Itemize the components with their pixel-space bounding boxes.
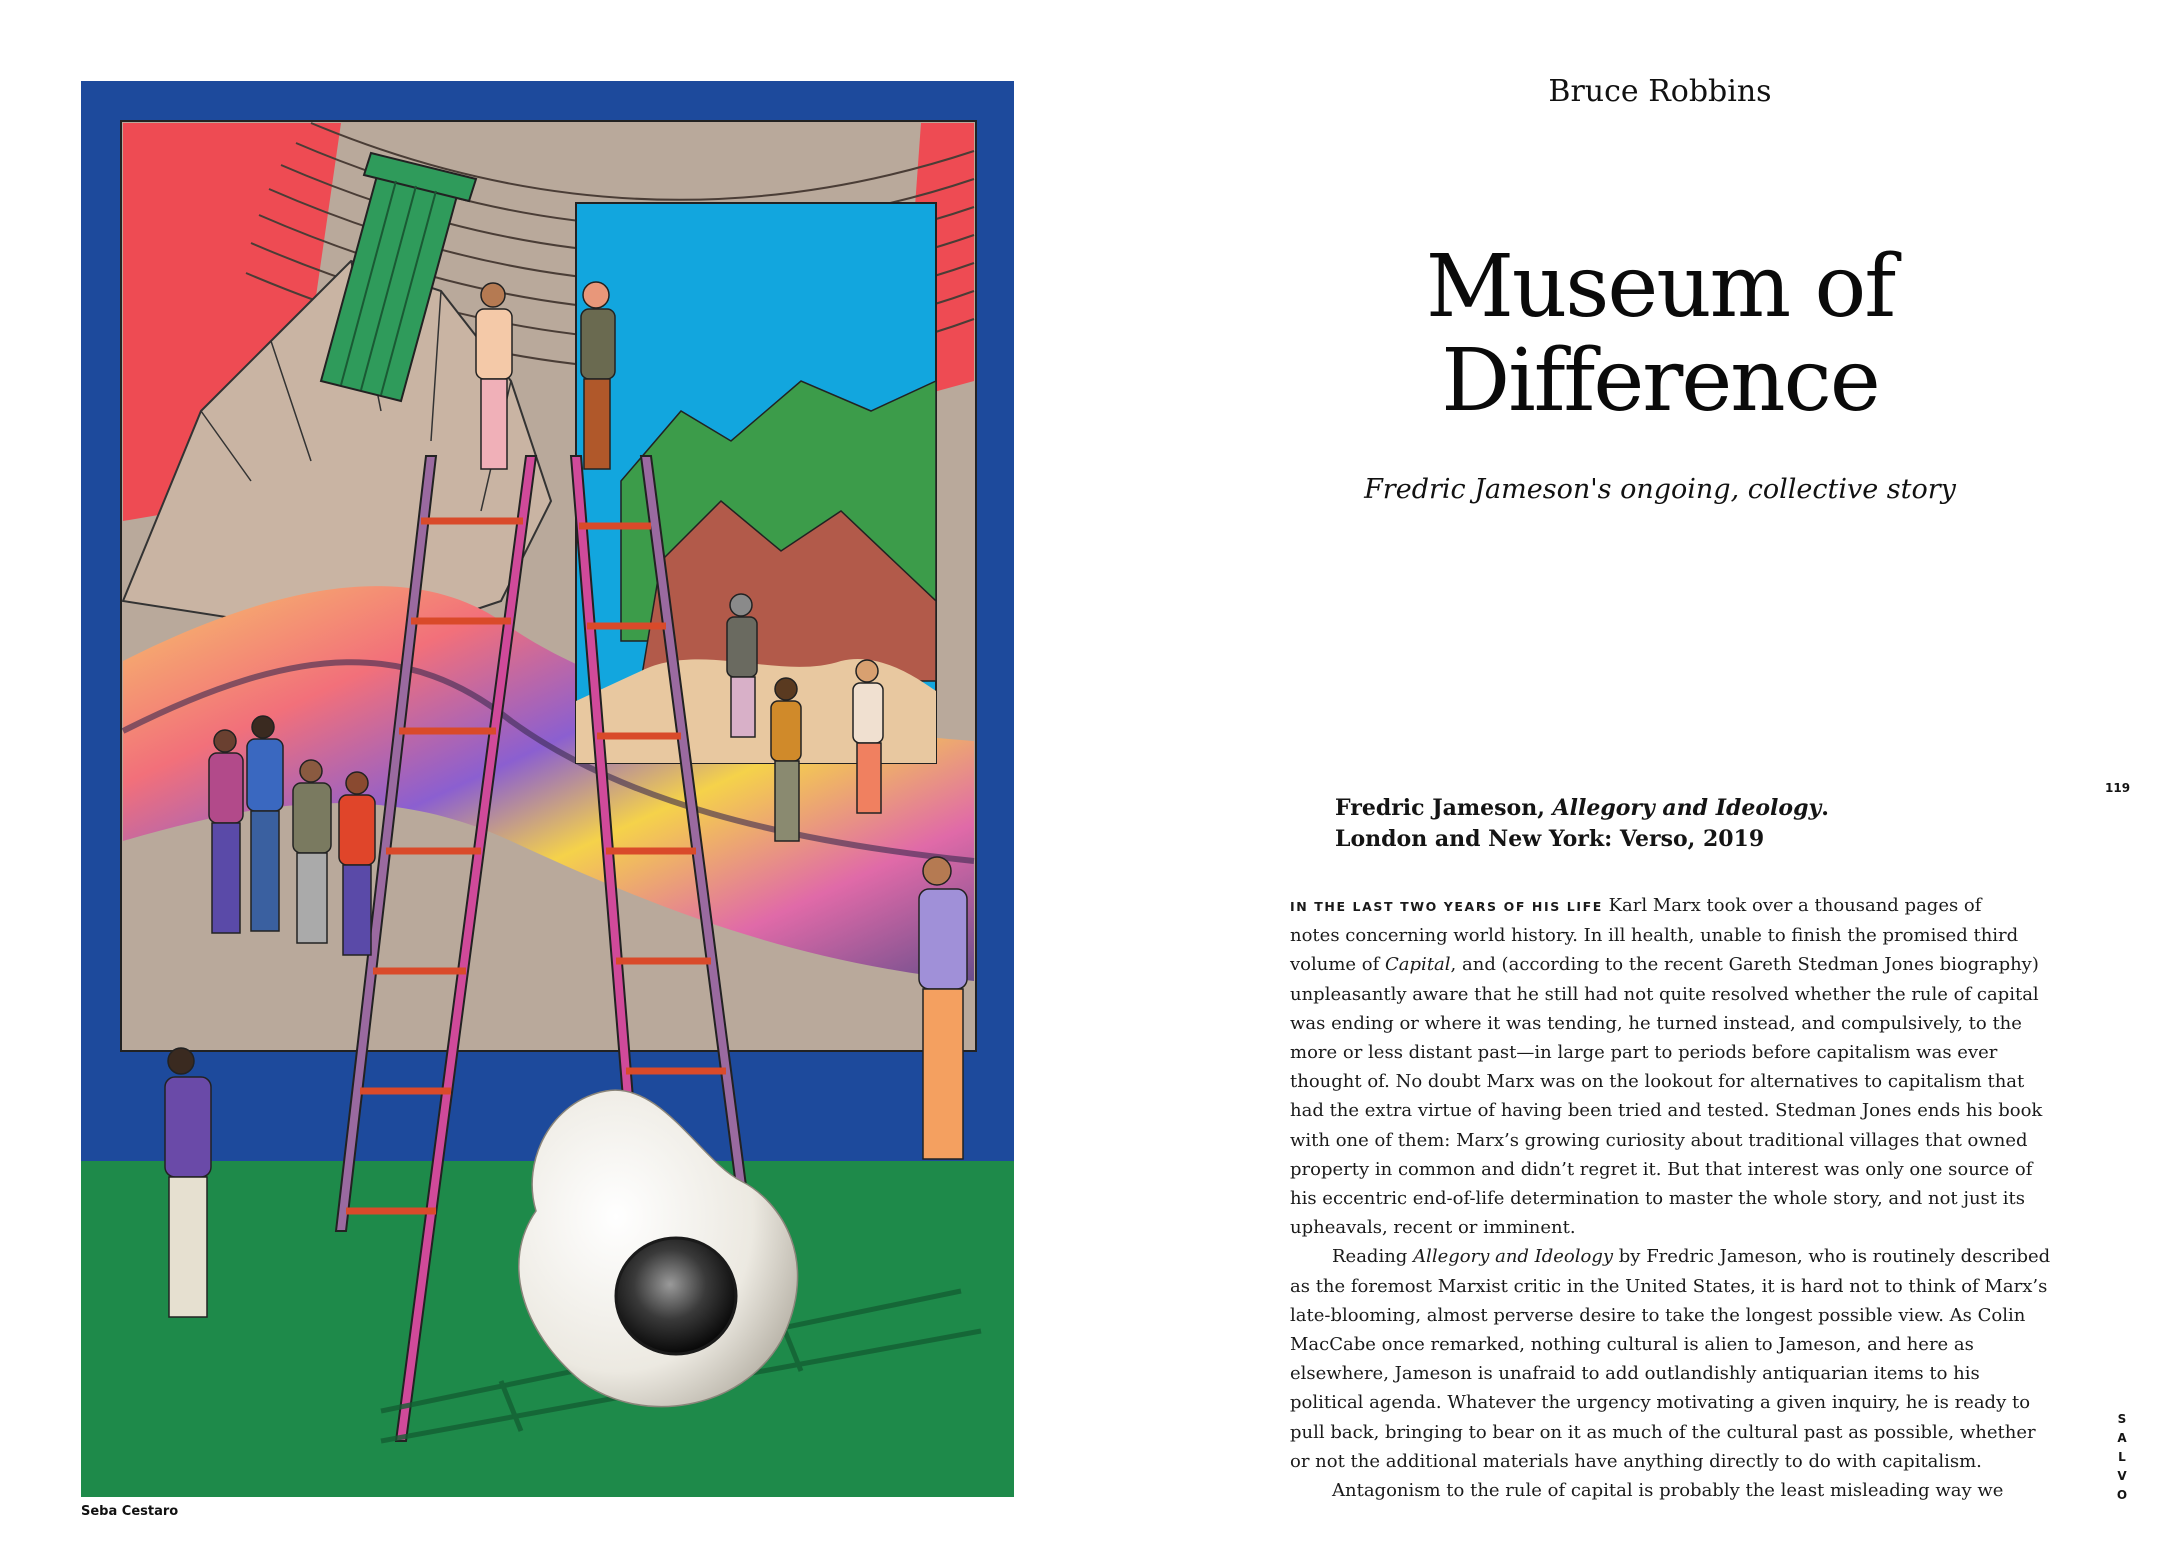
book-publisher: London and New York: Verso, 2019: [1335, 826, 1765, 852]
text-line: upheavals, recent or imminent.: [1290, 1217, 1576, 1239]
magazine-brand: [2114, 1410, 2130, 1505]
article-body: [1290, 891, 2051, 1505]
text-line: thought of. No doubt Marx was on the lookout for alternatives to capitalism that: [1290, 1071, 2025, 1093]
text-line: late-blooming, almost perverse desire to take the longest possible view. As Colin: [1290, 1304, 2026, 1326]
brand-letter: O: [2116, 1488, 2128, 1502]
illustration-credit: Seba Cestaro: [81, 1504, 179, 1519]
museum-illustration: [81, 81, 1014, 1497]
title-line-1: Museum of: [1425, 237, 1895, 337]
brand-letter: L: [2118, 1450, 2126, 1464]
title-line-2: Difference: [1441, 331, 1879, 431]
text-line: political agenda. Whatever the urgency motivating a given inquiry, he is ready to: [1290, 1392, 2031, 1414]
book-citation: [1335, 793, 1895, 855]
text-line: was ending or where it was tending, he turned instead, and compulsively, to the: [1290, 1012, 2022, 1034]
text-line: MacCabe once remarked, nothing cultural is alien to Jameson, and here as: [1290, 1334, 1974, 1356]
text-line: or not the additional materials have anything directly to do with capitalism.: [1290, 1450, 1982, 1472]
text-line: notes concerning world history. In ill health, unable to finish the promised third: [1290, 925, 2019, 947]
brand-letter: S: [2117, 1412, 2127, 1426]
text-line: Antagonism to the rule of capital is probably the least misleading way we: [1332, 1480, 2004, 1502]
text-line: unpleasantly aware that he still had not quite resolved whether the rule of capital: [1290, 983, 2039, 1005]
book-title: Allegory and Ideology: [1552, 795, 1822, 821]
text-line: more or less distant past—in large part to periods before capitalism was ever: [1290, 1042, 1998, 1064]
brand-letter: V: [2117, 1469, 2127, 1483]
text-line: elsewhere, Jameson is unafraid to add outlandishly antiquarian items to his: [1290, 1363, 1980, 1385]
lead-in: IN THE LAST TWO YEARS OF HIS LIFE: [1290, 899, 1603, 914]
page-title: [1280, 237, 2040, 431]
brand-letter: A: [2117, 1431, 2127, 1445]
text-line: as the foremost Marxist critic in the United States, it is hard not to think of Marx’s: [1290, 1275, 2048, 1297]
text-line: property in common and didn’t regret it. But that interest was only one source of: [1290, 1158, 2033, 1180]
text-line: Reading Allegory and Ideology by Fredric Jameson, who is routinely described: [1332, 1246, 2051, 1268]
page-number: 119: [2105, 781, 2131, 795]
article-subtitle: Fredric Jameson's ongoing, collective story: [1364, 474, 1956, 505]
book-author: Fredric Jameson,: [1335, 795, 1553, 821]
text-line: IN THE LAST TWO YEARS OF HIS LIFE Karl Marx took over a thousand pages of: [1290, 895, 1982, 916]
text-line: had the extra virtue of having been tried and tested. Stedman Jones ends his book: [1290, 1100, 2043, 1122]
text-line: pull back, bringing to bear on it as much of the cultural past as possible, whether: [1290, 1421, 2036, 1443]
text-line: with one of them: Marx’s growing curiosity about traditional villages that owned: [1290, 1129, 2028, 1151]
text-line: his eccentric end-of-life determination to master the whole story, and not just its: [1290, 1188, 2025, 1210]
book-period: .: [1821, 795, 1829, 821]
article-author: Bruce Robbins: [1548, 74, 1772, 109]
text-line: volume of Capital, and (according to the recent Gareth Stedman Jones biography): [1290, 954, 2039, 976]
